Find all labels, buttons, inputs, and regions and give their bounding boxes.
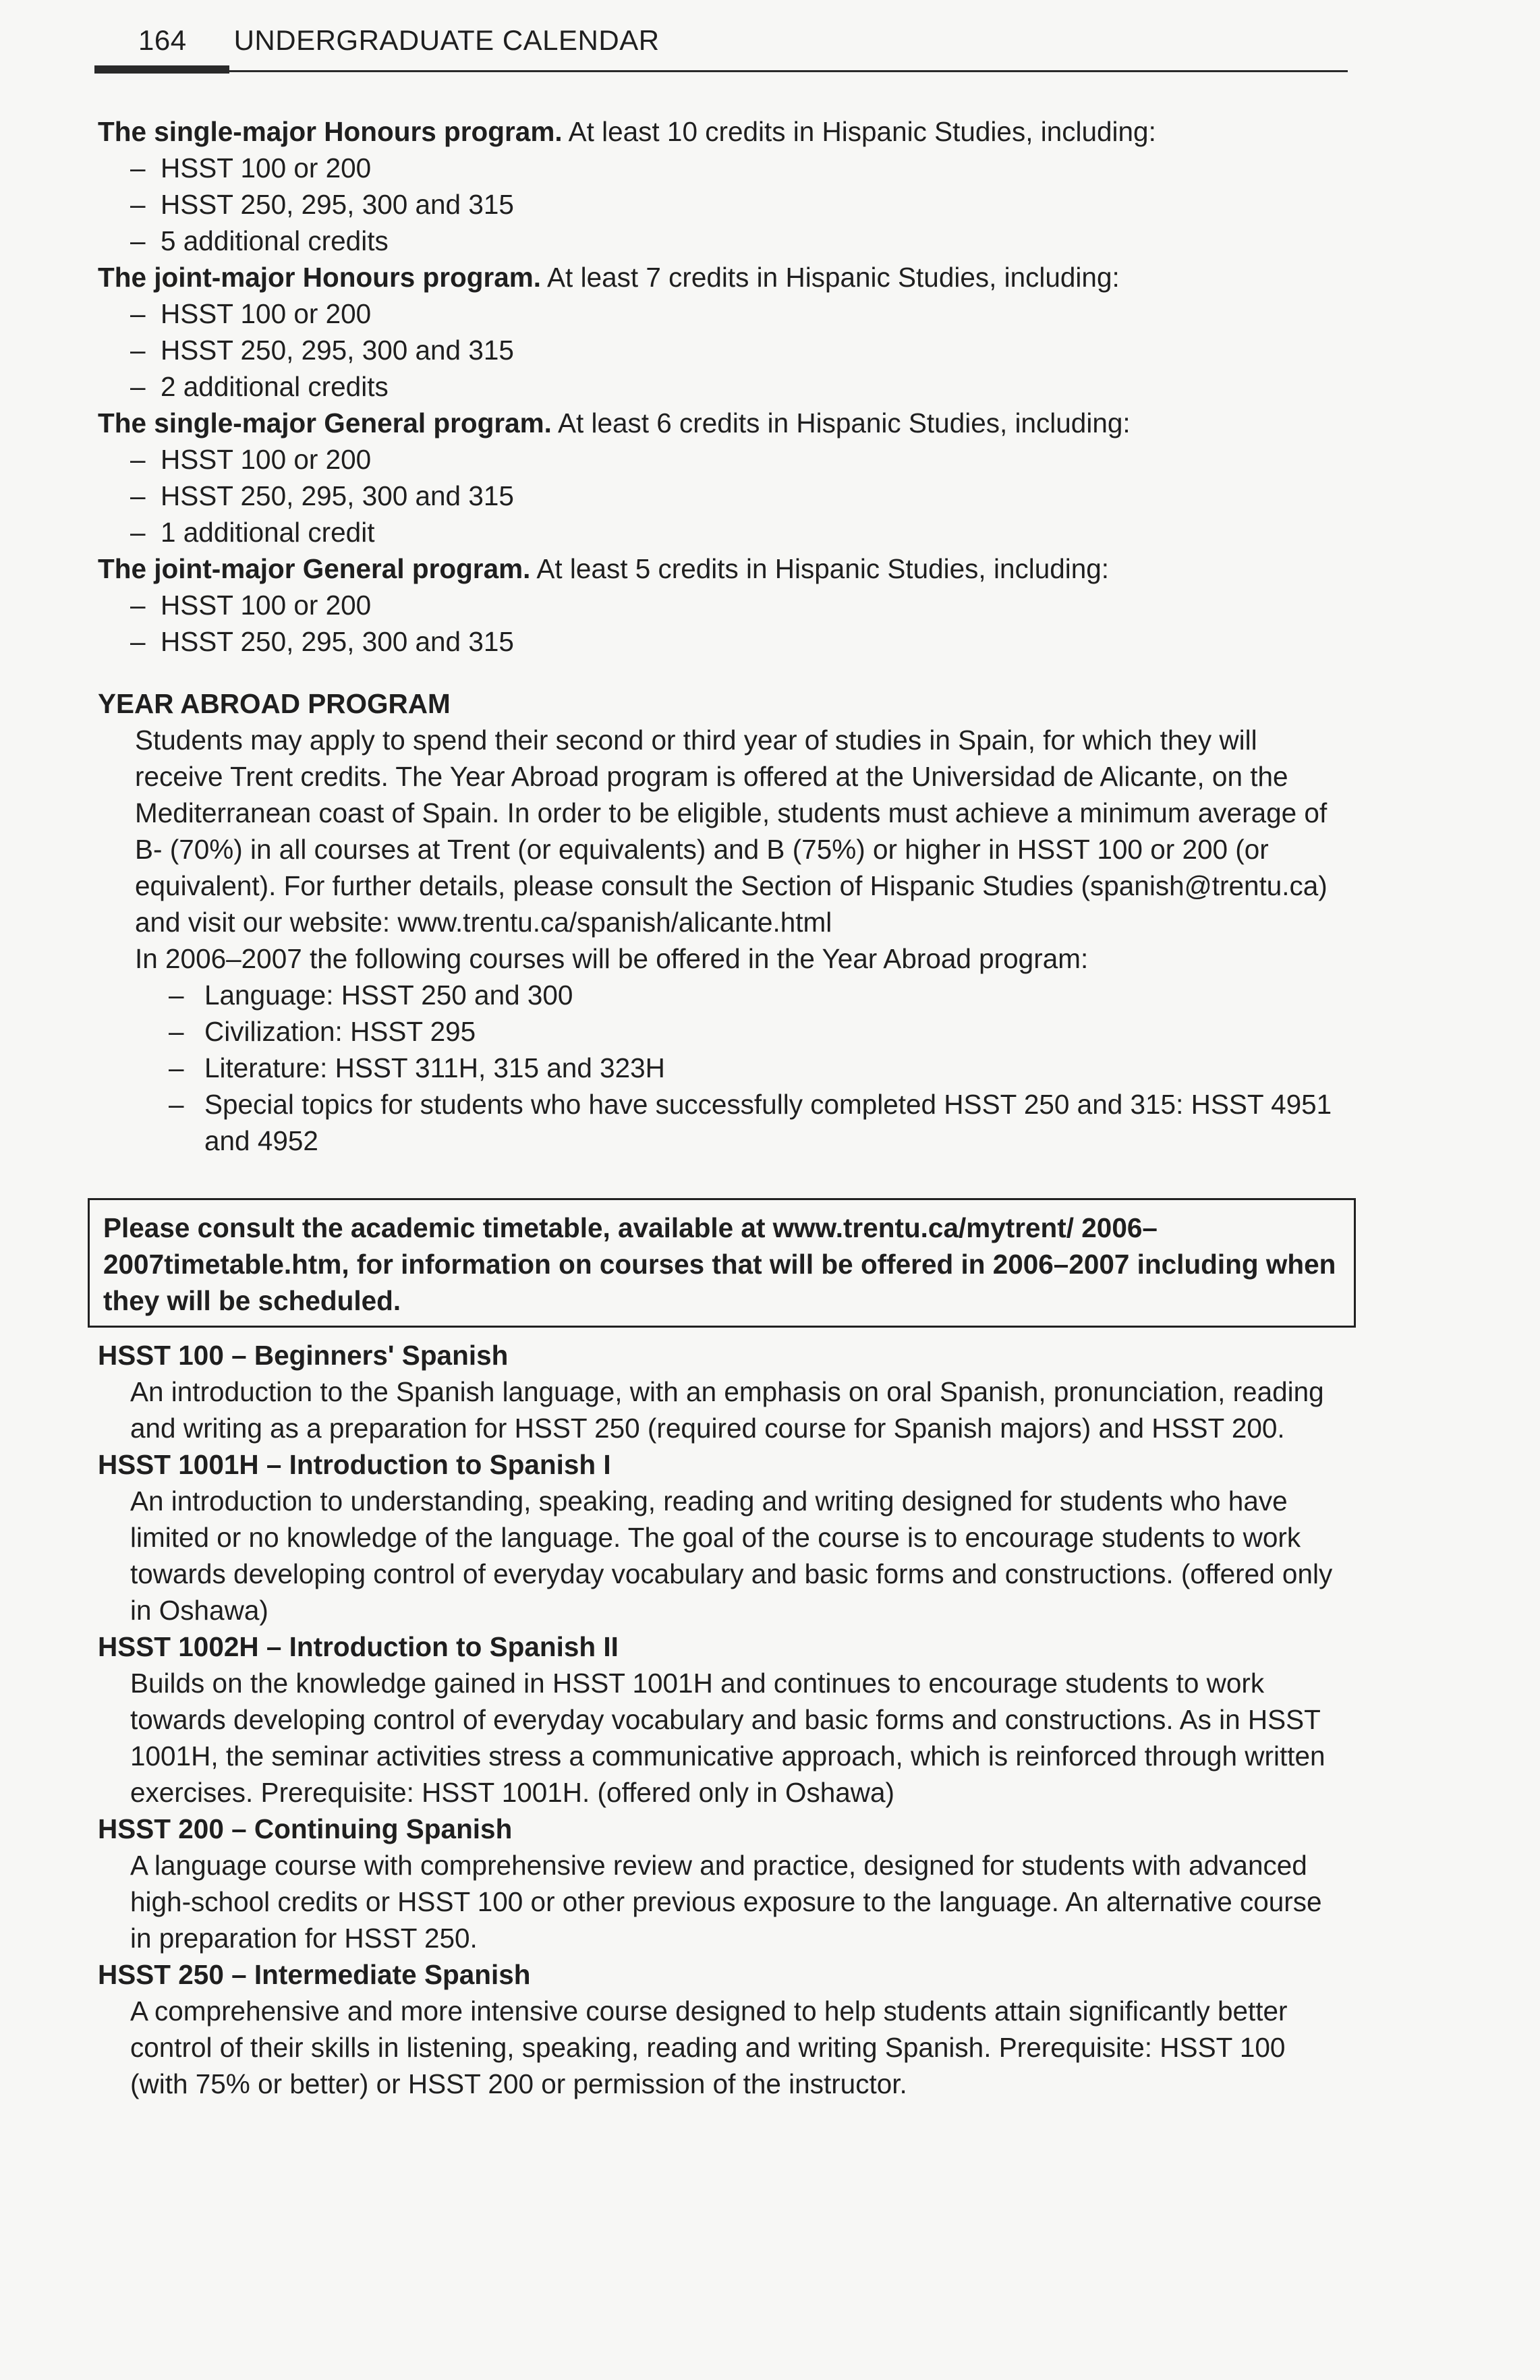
program-heading [98,550,1346,587]
list-item: – Language: HSST 250 and 300 [169,977,1346,1013]
course-description: A language course with comprehensive review and practice, designed for students with advanced high-school credits or HSST 100 or other previous exposure to the language. An alternative course in preparation for HSST 250. [130,1850,1322,1954]
list-item: – HSST 250, 295, 300 and 315 [130,623,1346,660]
header-rule-accent [94,65,229,74]
program-requirements [98,295,1346,405]
course-entry [98,1337,1346,1446]
section-title-year-abroad: YEAR ABROAD PROGRAM [98,688,451,719]
program-name: The joint-major General program. [98,553,531,584]
course-description: Builds on the knowledge gained in HSST 1001H and continues to encourage students to work towards developing control of everyday vocabulary and basic forms and constructions. As in HSST 1001H, the seminar activities stress a communicative approach, which is reinforced through written exercises. Prerequisite: HSST 1001H. (offered only in Oshawa) [130,1668,1325,1808]
program-desc: At least 7 credits in Hispanic Studies, including: [541,262,1120,293]
program-desc: At least 10 credits in Hispanic Studies, including: [562,116,1156,147]
program-requirements [98,150,1346,259]
list-item: – HSST 250, 295, 300 and 315 [130,186,1346,223]
page-number: 164 [138,24,187,56]
course-title: HSST 1001H – Introduction to Spanish I [98,1449,611,1480]
program-name: The single-major Honours program. [98,116,563,147]
course-entry [98,1811,1346,1956]
list-item: – HSST 100 or 200 [130,587,1346,623]
running-title: UNDERGRADUATE CALENDAR [233,24,660,56]
program-requirements [98,441,1346,550]
list-item: – Civilization: HSST 295 [169,1013,1346,1050]
program-desc: At least 5 credits in Hispanic Studies, including: [530,553,1110,584]
list-item: – Literature: HSST 311H, 315 and 323H [169,1050,1346,1086]
page-header [138,24,660,57]
list-item: – 2 additional credits [130,368,1346,405]
course-description: An introduction to understanding, speaking, reading and writing designed for students who have limited or no knowledge of the language. The goal of the course is to encourage students to work towards developing control of everyday vocabulary and basic forms and constructions. (offered only in Oshawa) [130,1485,1333,1626]
course-description: An introduction to the Spanish language, with an emphasis on oral Spanish, pronunciation, reading and writing as a preparation for HSST 250 (required course for Spanish majors) and HSST 200. [130,1376,1324,1444]
program-heading [98,405,1346,441]
course-title: HSST 200 – Continuing Spanish [98,1813,513,1844]
course-entry [98,1628,1346,1811]
program-name: The joint-major Honours program. [98,262,542,293]
program-name: The single-major General program. [98,407,552,438]
list-item: – HSST 250, 295, 300 and 315 [130,478,1346,514]
timetable-notice-box: Please consult the academic timetable, available at www.trentu.ca/mytrent/ 2006–2007timetable.htm, for information on courses that will be offered in 2006–2007 including when they will be scheduled. [88,1198,1356,1328]
program-heading [98,259,1346,295]
course-description: A comprehensive and more intensive course designed to help students attain significantly better control of their skills in listening, speaking, reading and writing Spanish. Prerequisite: HSST 100 (with 75% or better) or HSST 200 or permission of the instructor. [130,1995,1288,2099]
course-title: HSST 250 – Intermediate Spanish [98,1959,531,1990]
list-item: – HSST 100 or 200 [130,150,1346,186]
year-abroad-paragraph: Students may apply to spend their second or third year of studies in Spain, for which they will receive Trent credits. The Year Abroad program is offered at the Universidad de Alicante, on the Mediterranean coast of Spain. In order to be eligible, students must achieve a minimum average of B- (70%) in all courses at Trent (or equivalents) and B (75%) or higher in HSST 100 or 200 (or equivalent). For further details, please consult the Section of Hispanic Studies (spanish@trentu.ca) and visit our website: www.trentu.ca/spanish/alicante.html [135,725,1328,938]
list-item: – 5 additional credits [130,223,1346,259]
page-content [98,113,1346,2102]
program-heading [98,113,1346,150]
course-entry [98,1446,1346,1628]
list-item: – HSST 100 or 200 [130,295,1346,332]
list-item: – HSST 250, 295, 300 and 315 [130,332,1346,368]
list-item: – Special topics for students who have successfully completed HSST 250 and 315: HSST 4951 and 4952 [169,1086,1346,1159]
course-title: HSST 1002H – Introduction to Spanish II [98,1631,619,1662]
program-desc: At least 6 credits in Hispanic Studies, including: [551,407,1131,438]
course-title: HSST 100 – Beginners' Spanish [98,1340,509,1371]
list-item: – HSST 100 or 200 [130,441,1346,478]
year-abroad-courses [98,977,1346,1159]
program-requirements [98,587,1346,660]
list-item: – 1 additional credit [130,514,1346,550]
header-rule [94,70,1348,72]
course-entry [98,1956,1346,2102]
year-abroad-intro: In 2006–2007 the following courses will be offered in the Year Abroad program: [135,943,1089,974]
